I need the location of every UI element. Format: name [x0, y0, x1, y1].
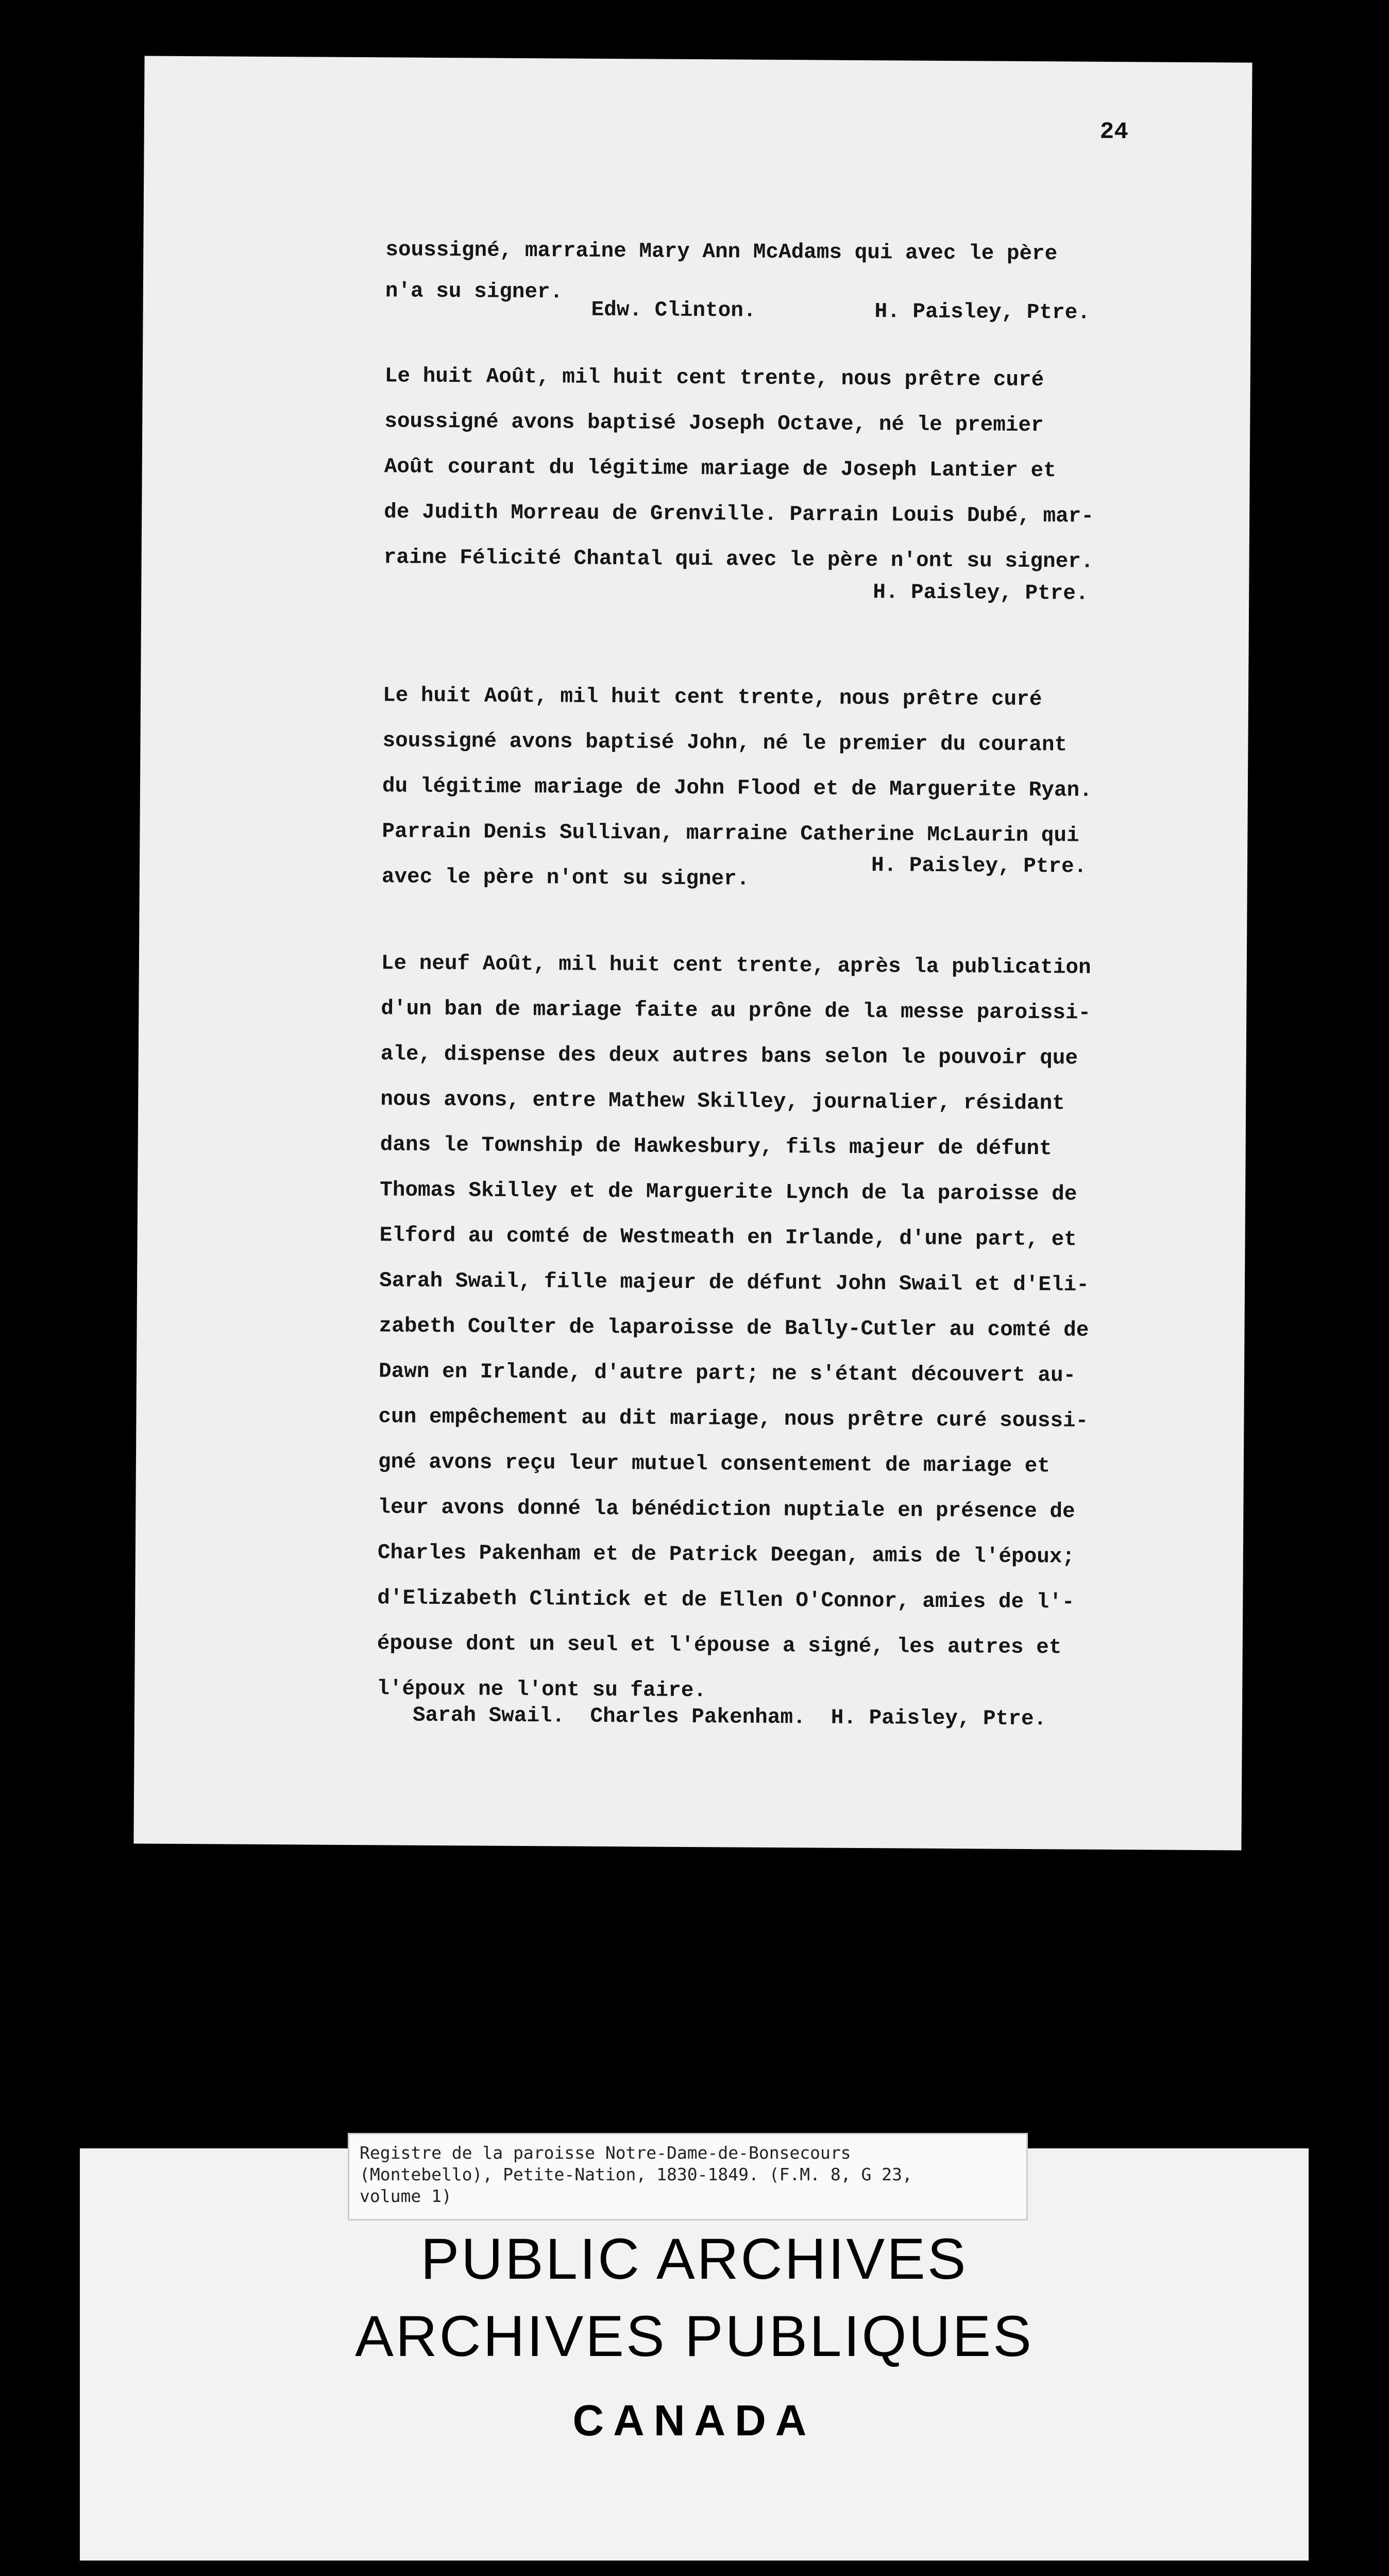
text-line: épouse dont un seul et l'épouse a signé, les autres et	[377, 1632, 1062, 1660]
text-line: zabeth Coulter de laparoisse de Bally-Cutler au comté de	[379, 1314, 1089, 1343]
signature-paisley: H. Paisley, Ptre.	[871, 854, 1087, 879]
text-line: Charles Pakenham et de Patrick Deegan, amis de l'époux;	[377, 1541, 1075, 1569]
text-line: Thomas Skilley et de Marguerite Lynch de la paroisse de	[380, 1178, 1077, 1207]
text-line: soussigné avons baptisé John, né le premier du courant	[382, 729, 1068, 757]
text-line: nous avons, entre Mathew Skilley, journalier, résidant	[380, 1088, 1065, 1116]
baptism-entry-joseph-octave	[383, 353, 1204, 585]
stamp-public-archives: PUBLIC ARCHIVES	[420, 2227, 968, 2291]
text-line: Le neuf Août, mil huit cent trente, après la publication	[381, 952, 1091, 980]
text-line: ale, dispense des deux autres bans selon le pouvoir que	[380, 1042, 1078, 1071]
page-number: 24	[1099, 118, 1129, 146]
text-line: Le huit Août, mil huit cent trente, nous prêtre curé	[382, 684, 1042, 712]
text-line: Elford au comté de Westmeath en Irlande, d'une part, et	[379, 1224, 1077, 1252]
stamp-archives-publiques: ARCHIVES PUBLIQUES	[355, 2304, 1034, 2368]
signature-paisley: H. Paisley, Ptre.	[874, 300, 1091, 325]
slip-line: Registre de la paroisse Notre-Dame-de-Bonsecours	[360, 2143, 851, 2163]
signature-paisley: H. Paisley, Ptre.	[873, 581, 1089, 606]
text-line: l'époux ne l'ont su faire.	[377, 1677, 707, 1703]
signature-edw-clinton: Edw. Clinton.	[591, 298, 756, 323]
text-line: Le huit Août, mil huit cent trente, nous prêtre curé	[384, 364, 1044, 393]
stamp-canada: CANADA	[572, 2396, 816, 2445]
text-line: du légitime mariage de John Flood et de Marguerite Ryan.	[382, 774, 1092, 803]
text-line: Août courant du légitime mariage de Joseph Lantier et	[384, 455, 1056, 483]
text-line: raine Félicité Chantal qui avec le père n'ont su signer.	[383, 546, 1094, 574]
text-line: n'a su signer.	[385, 279, 563, 304]
text-line: leur avons donné la bénédiction nuptiale en présence de	[378, 1496, 1075, 1524]
text-line: Dawn en Irlande, d'autre part; ne s'étant découvert au-	[378, 1360, 1076, 1388]
text-line: soussigné, marraine Mary Ann McAdams qui avec le père	[385, 238, 1058, 266]
text-line: dans le Township de Hawkesbury, fils majeur de défunt	[380, 1133, 1052, 1161]
text-line: Parrain Denis Sullivan, marraine Catherine McLaurin qui	[382, 820, 1079, 848]
marriage-entry-skilley-swail	[377, 941, 1200, 1717]
catalog-slip	[348, 2133, 1028, 2221]
text-line: Sarah Swail, fille majeur de défunt John Swail et d'Eli-	[379, 1269, 1090, 1297]
text-line: gné avons reçu leur mutuel consentement de mariage et	[378, 1450, 1051, 1479]
text-line: de Judith Morreau de Grenville. Parrain Louis Dubé, mar-	[384, 500, 1094, 529]
slip-line: volume 1)	[360, 2186, 452, 2206]
text-line: d'Elizabeth Clintick et de Ellen O'Connor, amies de l'-	[377, 1586, 1075, 1615]
text-line: soussigné avons baptisé Joseph Octave, né le premier	[384, 410, 1044, 438]
text-line: avec le père n'ont su signer.	[381, 865, 750, 891]
text-line: cun empêchement au dit mariage, nous prêtre curé soussi-	[378, 1405, 1089, 1433]
archives-label-card	[80, 2143, 1309, 2561]
scanned-register-page	[133, 56, 1252, 1850]
text-line: d'un ban de mariage faite au prône de la messe paroissi-	[381, 997, 1091, 1025]
signatures-marriage: Sarah Swail. Charles Pakenham. H. Paisley, Ptre.	[412, 1703, 1047, 1732]
slip-line: (Montebello), Petite-Nation, 1830-1849. (F.M. 8, G 23,	[360, 2164, 912, 2184]
